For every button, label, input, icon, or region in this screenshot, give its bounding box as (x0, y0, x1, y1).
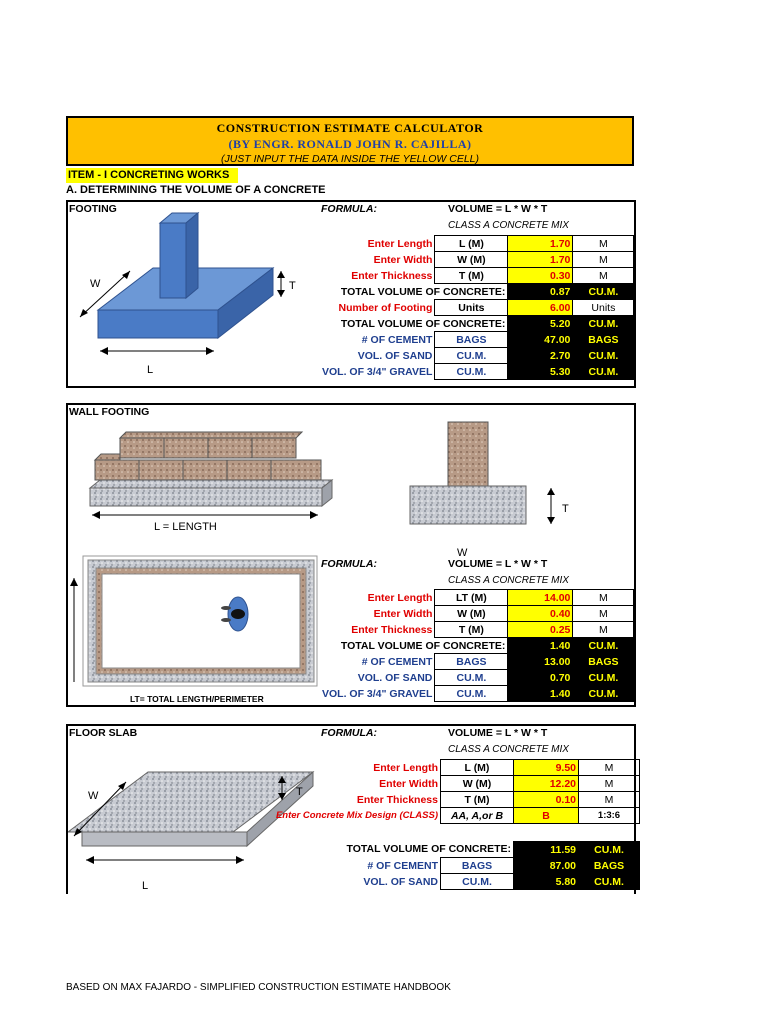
table-cell: BAGS (579, 858, 640, 874)
slab-formula-label: FORMULA: (321, 727, 377, 739)
author: (BY ENGR. RONALD JOHN R. CAJILLA) (228, 137, 472, 151)
table-cell: W (M) (435, 252, 508, 268)
wall-dim-w: W (457, 547, 468, 559)
table-cell: Enter Width (373, 607, 433, 620)
item-label: ITEM - I CONCRETING WORKS (66, 168, 238, 183)
table-row (320, 268, 634, 284)
instruction-note: (JUST INPUT THE DATA INSIDE THE YELLOW CELL) (220, 153, 480, 165)
table-cell: CU.M. (573, 364, 634, 380)
table-cell: CU.M. (579, 874, 640, 890)
table-cell: 1.40 (508, 638, 573, 654)
table-cell: BAGS (435, 654, 508, 670)
wall-thickness-input[interactable]: 0.25 (508, 622, 573, 638)
table-cell: 87.00 (514, 858, 579, 874)
table-row (320, 606, 634, 622)
table-cell: 5.30 (508, 364, 573, 380)
table-cell: CU.M. (435, 686, 508, 702)
table-cell: T (M) (441, 792, 514, 808)
table-cell: CU.M. (573, 670, 634, 686)
table-cell: BAGS (573, 332, 634, 348)
table-cell: CU.M. (573, 316, 634, 332)
wall-length-label: L = LENGTH (154, 521, 217, 533)
table-cell: 13.00 (508, 654, 573, 670)
table-row (320, 316, 634, 332)
table-cell: Enter Thickness (351, 623, 433, 636)
wall-width-input[interactable]: 0.40 (508, 606, 573, 622)
wall-mix: CLASS A CONCRETE MIX (448, 575, 569, 586)
table-cell: BAGS (435, 332, 508, 348)
table-cell: CU.M. (579, 842, 640, 858)
table-row (260, 842, 640, 858)
table-cell: # OF CEMENT (367, 859, 438, 872)
floor-slab-table (260, 759, 640, 890)
table-row (260, 776, 640, 792)
table-cell: VOL. OF 3/4" GRAVEL (322, 365, 433, 378)
table-cell: Number of Footing (338, 301, 433, 314)
table-cell: CU.M. (573, 686, 634, 702)
footing-title: FOOTING (69, 203, 117, 215)
table-row (320, 364, 634, 380)
table-row (260, 874, 640, 890)
table-cell: 47.00 (508, 332, 573, 348)
table-cell: M (573, 268, 634, 284)
table-cell: 1:3:6 (579, 808, 640, 824)
footing-dim-l: L (147, 364, 154, 376)
title: CONSTRUCTION ESTIMATE CALCULATOR (216, 121, 484, 135)
table-cell: 2.70 (508, 348, 573, 364)
wall-formula-label: FORMULA: (321, 558, 377, 570)
table-cell: L (M) (441, 760, 514, 776)
table-cell: Enter Thickness (356, 793, 438, 806)
table-row (320, 622, 634, 638)
table-cell: Enter Width (373, 253, 433, 266)
table-cell: TOTAL VOLUME OF CONCRETE: (340, 285, 506, 298)
title-banner (66, 116, 634, 166)
table-row (320, 332, 634, 348)
table-cell: LT (M) (435, 590, 508, 606)
table-cell: # OF CEMENT (361, 655, 433, 668)
section-a-title: A. DETERMINING THE VOLUME OF A CONCRETE (66, 184, 326, 196)
footing-count-input[interactable]: 6.00 (508, 300, 573, 316)
table-cell: W (M) (435, 606, 508, 622)
table-cell: M (579, 792, 640, 808)
table-cell: BAGS (573, 654, 634, 670)
table-cell: BAGS (441, 858, 514, 874)
table-row (320, 670, 634, 686)
table-row (320, 300, 634, 316)
slab-mix-class-input[interactable]: B (514, 808, 579, 824)
table-cell: 5.80 (514, 874, 579, 890)
slab-formula: VOLUME = L * W * T (448, 727, 548, 739)
table-cell: Enter Length (367, 237, 433, 250)
table-cell: Enter Width (379, 777, 438, 790)
table-cell (260, 824, 640, 842)
table-cell: 0.70 (508, 670, 573, 686)
table-row (320, 590, 634, 606)
table-cell: CU.M. (435, 670, 508, 686)
footing-formula: VOLUME = L * W * T (448, 203, 548, 215)
table-cell: 1.40 (508, 686, 573, 702)
footing-width-input[interactable]: 1.70 (508, 252, 573, 268)
table-cell: W (M) (441, 776, 514, 792)
floor-slab-title: FLOOR SLAB (69, 727, 138, 739)
table-cell: VOL. OF SAND (357, 671, 433, 684)
table-cell: M (579, 760, 640, 776)
footing-diagram (68, 205, 320, 385)
footing-length-input[interactable]: 1.70 (508, 236, 573, 252)
wall-dim-t: T (562, 503, 569, 515)
table-row (260, 858, 640, 874)
table-cell: CU.M. (573, 638, 634, 654)
table-cell: CU.M. (573, 348, 634, 364)
footing-table (320, 235, 634, 380)
slab-mix: CLASS A CONCRETE MIX (448, 744, 569, 755)
table-cell: M (579, 776, 640, 792)
table-cell: Enter Length (373, 761, 438, 774)
wall-plan-diagram (68, 548, 322, 698)
wall-footing-table (320, 589, 634, 702)
table-row (260, 808, 640, 824)
table-cell: M (573, 622, 634, 638)
table-cell: M (573, 252, 634, 268)
table-row (320, 284, 634, 300)
table-cell: VOL. OF SAND (363, 875, 438, 888)
table-cell: TOTAL VOLUME OF CONCRETE: (340, 639, 506, 652)
slab-dim-w: W (88, 790, 99, 802)
table-cell: M (573, 590, 634, 606)
table-cell: 5.20 (508, 316, 573, 332)
table-cell: T (M) (435, 268, 508, 284)
table-cell: VOL. OF SAND (357, 349, 433, 362)
footing-mix: CLASS A CONCRETE MIX (448, 220, 569, 231)
table-row (260, 760, 640, 776)
footing-dim-w: W (90, 278, 101, 290)
table-cell: TOTAL VOLUME OF CONCRETE: (340, 317, 506, 330)
table-row (260, 792, 640, 808)
table-cell: AA, A,or B (441, 808, 514, 824)
wall-footing-title: WALL FOOTING (69, 406, 150, 418)
table-cell: Enter Concrete Mix Design (CLASS) (275, 810, 438, 821)
table-cell: CU.M. (573, 284, 634, 300)
table-cell: Units (435, 300, 508, 316)
table-cell: M (573, 236, 634, 252)
slab-length-input[interactable]: 9.50 (514, 760, 579, 776)
table-cell: VOL. OF 3/4" GRAVEL (322, 687, 433, 700)
table-cell: TOTAL VOLUME OF CONCRETE: (346, 843, 511, 856)
slab-width-input[interactable]: 12.20 (514, 776, 579, 792)
table-cell: CU.M. (435, 348, 508, 364)
table-cell: 11.59 (514, 842, 579, 858)
table-cell: 0.87 (508, 284, 573, 300)
perimeter-label: LT= TOTAL LENGTH/PERIMETER (130, 694, 264, 704)
slab-thickness-input[interactable]: 0.10 (514, 792, 579, 808)
table-cell: Enter Length (367, 591, 433, 604)
table-cell: # OF CEMENT (361, 333, 433, 346)
table-cell: Units (573, 300, 634, 316)
table-row (320, 686, 634, 702)
slab-dim-t: T (296, 786, 303, 798)
table-row (320, 348, 634, 364)
table-row (320, 638, 634, 654)
table-cell: Enter Thickness (351, 269, 433, 282)
footnote: BASED ON MAX FAJARDO - SIMPLIFIED CONSTRUCTION ESTIMATE HANDBOOK (66, 982, 451, 993)
footing-thickness-input[interactable]: 0.30 (508, 268, 573, 284)
table-cell: M (573, 606, 634, 622)
table-cell: CU.M. (435, 364, 508, 380)
table-cell: CU.M. (441, 874, 514, 890)
table-row (320, 252, 634, 268)
slab-dim-l: L (142, 880, 149, 892)
table-cell: T (M) (435, 622, 508, 638)
table-row (320, 654, 634, 670)
footing-dim-t: T (289, 280, 296, 292)
footing-formula-label: FORMULA: (321, 203, 377, 215)
table-row (320, 236, 634, 252)
wall-length-input[interactable]: 14.00 (508, 590, 573, 606)
table-cell: L (M) (435, 236, 508, 252)
wall-formula: VOLUME = L * W * T (448, 558, 548, 570)
